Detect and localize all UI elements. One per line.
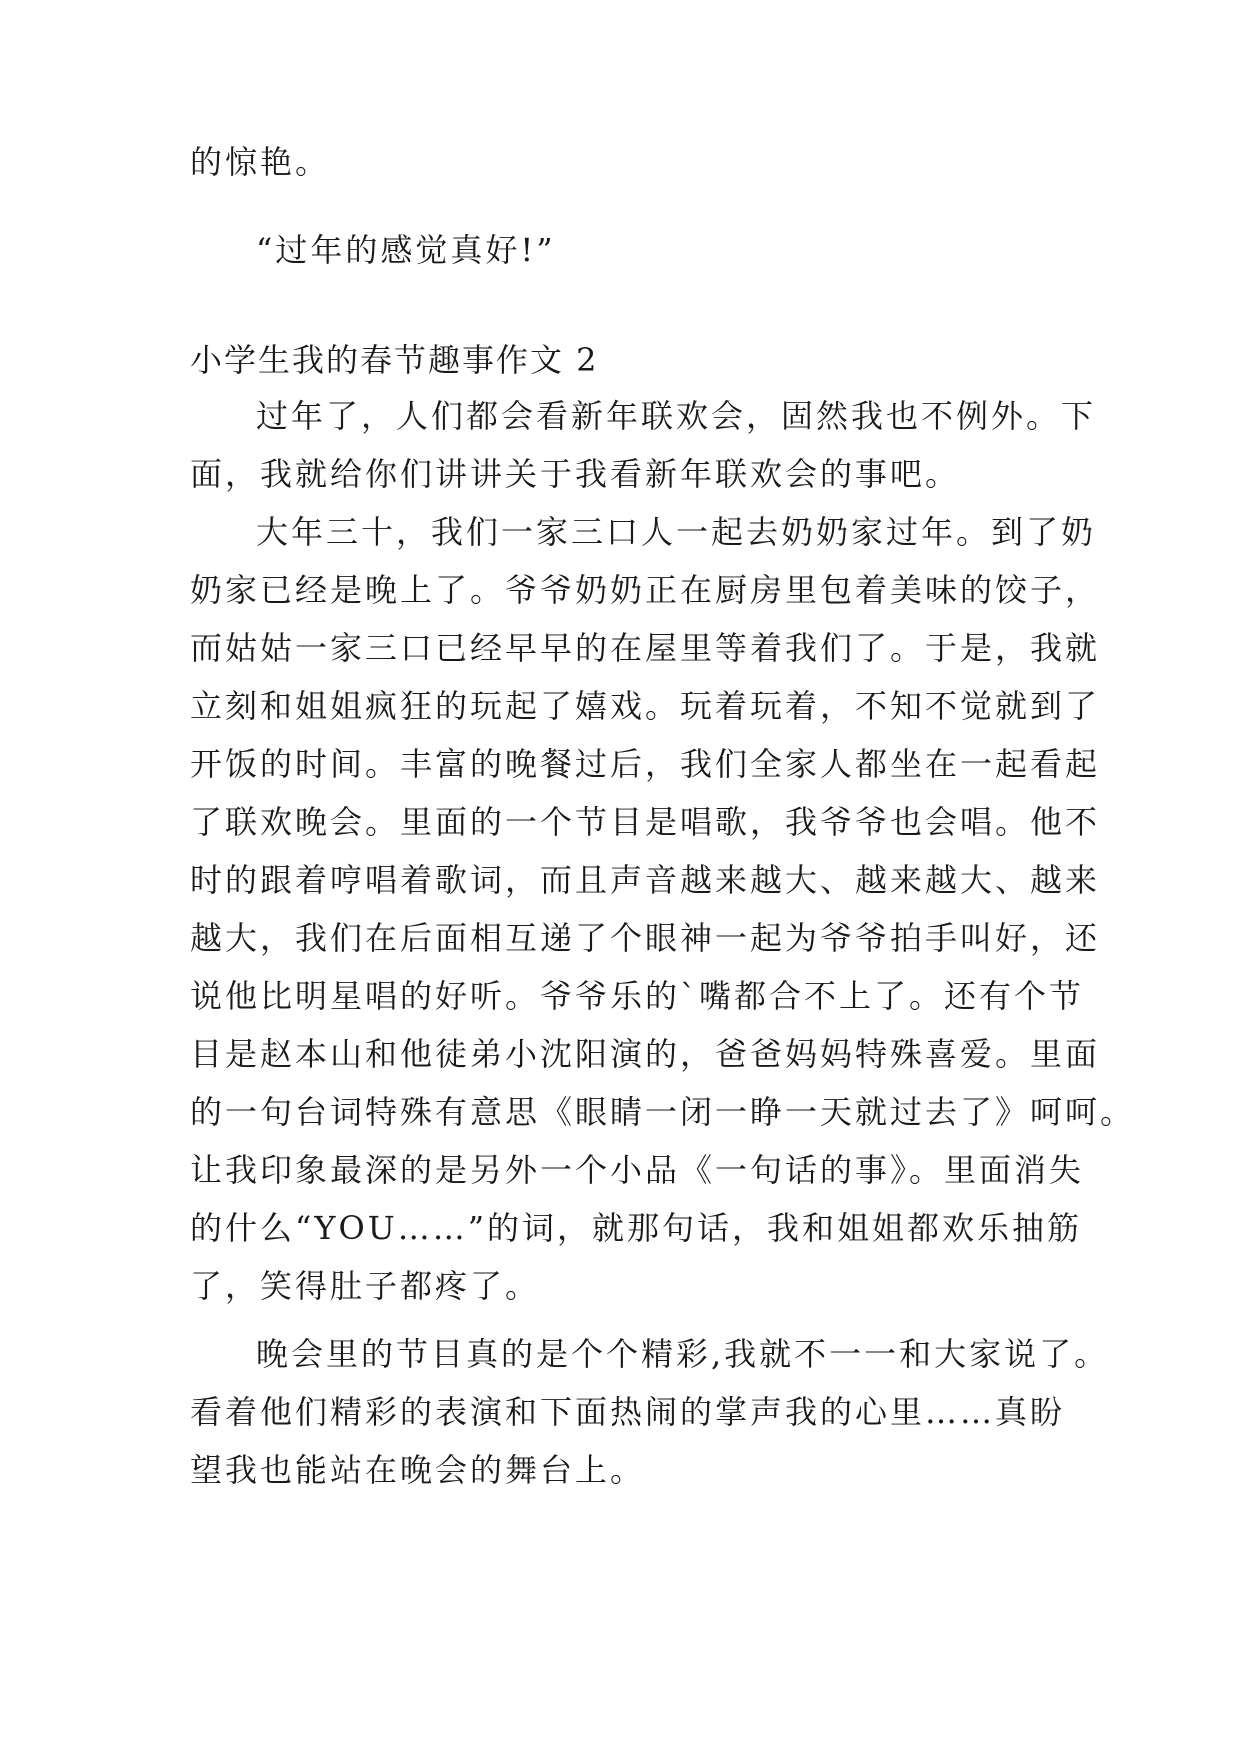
- section-heading: 小学生我的春节趣事作文 2: [190, 341, 599, 379]
- paragraph-2-line: 了，笑得肚子都疼了。: [190, 1267, 541, 1305]
- paragraph-2-line: 奶家已经是晚上了。爷爷奶奶正在厨房里包着美味的饺子，: [190, 571, 1101, 609]
- paragraph-3-line: 晚会里的节目真的是个个精彩,我就不一一和大家说了。: [256, 1335, 1110, 1373]
- paragraph-2-line: 大年三十，我们一家三口人一起去奶奶家过年。到了奶: [256, 513, 1097, 551]
- paragraph-3-line: 望我也能站在晚会的舞台上。: [190, 1451, 646, 1489]
- paragraph-2-line: 立刻和姐姐疯狂的玩起了嬉戏。玩着玩着，不知不觉就到了: [190, 687, 1101, 725]
- paragraph-2-line: 开饭的时间。丰富的晚餐过后，我们全家人都坐在一起看起: [190, 745, 1101, 783]
- paragraph-2-line: 的一句台词特殊有意思《眼睛一闭一睁一天就过去了》呵呵。: [190, 1093, 1136, 1131]
- paragraph-2-line: 了联欢晚会。里面的一个节目是唱歌，我爷爷也会唱。他不: [190, 803, 1101, 841]
- paragraph-1-line: 面，我就给你们讲讲关于我看新年联欢会的事吧。: [190, 455, 961, 493]
- paragraph-2-line: 目是赵本山和他徒弟小沈阳演的，爸爸妈妈特殊喜爱。里面: [190, 1035, 1101, 1073]
- quote-line: “过年的感觉真好!”: [256, 231, 556, 269]
- paragraph-2-line: 说他比明星唱的好听。爷爷乐的`嘴都合不上了。还有个节: [190, 977, 1085, 1015]
- paragraph-2-line: 的什么“YOU……”的词，就那句话，我和姐姐都欢乐抽筋: [190, 1209, 1083, 1247]
- paragraph-2-line: 而姑姑一家三口已经早早的在屋里等着我们了。于是，我就: [190, 629, 1101, 667]
- paragraph-3-line: 看着他们精彩的表演和下面热闹的掌声我的心里……真盼: [190, 1393, 1066, 1431]
- continuation-line: 的惊艳。: [190, 143, 331, 181]
- paragraph-2-line: 让我印象最深的是另外一个小品《一句话的事》。里面消失: [190, 1151, 1085, 1189]
- paragraph-1-line: 过年了，人们都会看新年联欢会，固然我也不例外。下: [256, 397, 1097, 435]
- paragraph-2-line: 时的跟着哼唱着歌词，而且声音越来越大、越来越大、越来: [190, 861, 1101, 899]
- paragraph-2-line: 越大，我们在后面相互递了个眼神一起为爷爷拍手叫好，还: [190, 919, 1101, 957]
